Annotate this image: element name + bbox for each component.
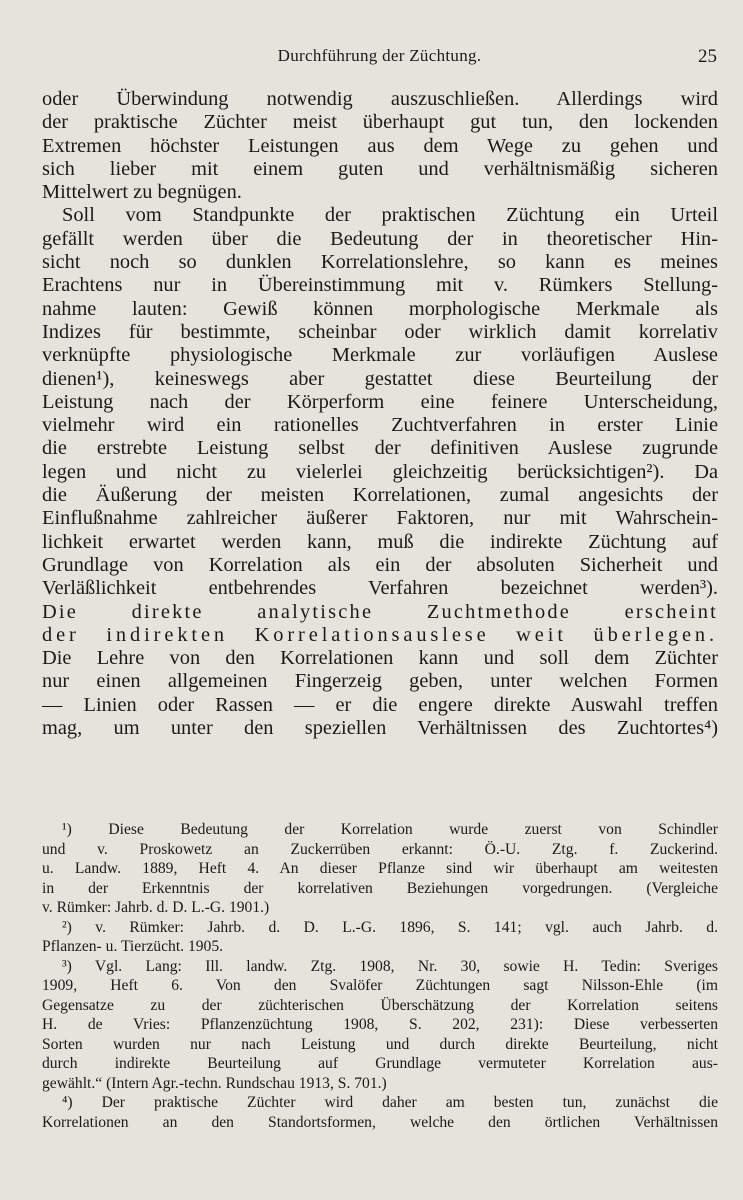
footnote-line: ⁴) Der praktische Züchter wird daher am besten tun, zunächst die bbox=[62, 1094, 718, 1111]
body-text bbox=[42, 88, 718, 740]
footnote-line: H. de Vries: Pflanzenzüchtung 1908, S. 202, 231): Diese verbesserten bbox=[42, 1016, 718, 1033]
body-line: Verläßlichkeit entbehrendes Verfahren bezeichnet werden³). bbox=[42, 577, 718, 600]
emphasized-line: der indirekten Korrelationsauslese weit überlegen. bbox=[42, 623, 718, 646]
body-line: sich lieber mit einem guten und verhältnismäßig sicheren bbox=[42, 157, 718, 180]
footnote-line: ³) Vgl. Lang: Ill. landw. Ztg. 1908, Nr. 30, sowie H. Tedin: Sveriges bbox=[62, 957, 718, 975]
page-header bbox=[42, 46, 717, 72]
footnote-line: Korrelationen an den Standortsformen, welche den örtlichen Verhältnissen bbox=[42, 1113, 718, 1131]
footnote-line: Pflanzen- u. Tierzücht. 1905. bbox=[42, 938, 224, 955]
footnote-line: ²) v. Rümker: Jahrb. d. D. L.-G. 1896, S. 141; vgl. auch Jahrb. d. bbox=[62, 918, 718, 936]
footnote-line: und v. Proskowetz an Zuckerrüben erkannt: Ö.-U. Ztg. f. Zuckerind. bbox=[42, 840, 718, 858]
body-line: die Äußerung der meisten Korrelationen, zumal angesichts der bbox=[42, 484, 718, 507]
body-line: verknüpfte physiologische Merkmale zur vorläufigen Auslese bbox=[42, 344, 718, 367]
body-line: Erachtens nur in Übereinstimmung mit v. Rümkers Stellung- bbox=[42, 274, 718, 297]
footnote-line: v. Rümker: Jahrb. d. D. L.-G. 1901.) bbox=[42, 899, 270, 916]
footnote-line: gewählt.“ (Intern Agr.-techn. Rundschau 1913, S. 701.) bbox=[42, 1074, 387, 1092]
body-line: oder Überwindung notwendig auszuschließen. Allerdings wird bbox=[42, 88, 718, 110]
body-line: Einflußnahme zahlreicher äußerer Faktoren, nur mit Wahrschein- bbox=[42, 507, 718, 530]
footnote-line: in der Erkenntnis der korrelativen Beziehungen vorgedrungen. (Vergleiche bbox=[42, 879, 718, 897]
body-line: Mittelwert zu begnügen. bbox=[42, 181, 242, 204]
footnote-line: ¹) Diese Bedeutung der Korrelation wurde zuerst von Schindler bbox=[62, 821, 718, 838]
running-head: Durchführung der Züchtung. bbox=[277, 46, 482, 65]
body-line: legen und nicht zu vielerlei gleichzeitig berücksichtigen²). Da bbox=[42, 460, 718, 483]
body-line: Indizes für bestimmte, scheinbar oder wirklich damit korrelativ bbox=[42, 320, 718, 343]
body-line: sicht noch so dunklen Korrelationslehre, so kann es meines bbox=[42, 251, 718, 274]
footnote-line: durch indirekte Beurteilung auf Grundlage vermuteter Korrelation aus- bbox=[42, 1055, 718, 1072]
footnotes bbox=[42, 820, 718, 1132]
footnote-line: Sorten wurden nur nach Leistung und durch direkte Beurteilung, nicht bbox=[42, 1035, 718, 1053]
footnote-line: Gegensatze zu der züchterischen Überschätzung der Korrelation seitens bbox=[42, 996, 718, 1014]
footnote-line: 1909, Heft 6. Von den Svalöfer Züchtungen sagt Nilsson-Ehle (im bbox=[42, 977, 718, 994]
footnote-line: u. Landw. 1889, Heft 4. An dieser Pflanze sind wir überhaupt am weitesten bbox=[42, 860, 718, 877]
body-line: der praktische Züchter meist überhaupt gut tun, den lockenden bbox=[42, 111, 718, 134]
body-line: Grundlage von Korrelation als ein der absoluten Sicherheit und bbox=[42, 553, 718, 576]
body-line: vielmehr wird ein rationelles Zuchtverfahren in erster Linie bbox=[42, 414, 718, 437]
body-line: die erstrebte Leistung selbst der definitiven Auslese zugrunde bbox=[42, 437, 718, 460]
body-line: nur einen allgemeinen Fingerzeig geben, unter welchen Formen bbox=[42, 670, 718, 693]
body-line: nahme lauten: Gewiß können morphologische Merkmale als bbox=[42, 297, 718, 320]
body-line: — Linien oder Rassen — er die engere direkte Auswahl treffen bbox=[42, 693, 718, 716]
body-line: lichkeit erwartet werden kann, muß die indirekte Züchtung auf bbox=[42, 530, 718, 553]
body-line: dienen¹), keineswegs aber gestattet diese Beurteilung der bbox=[42, 367, 718, 390]
body-line: mag, um unter den speziellen Verhältnissen des Zuchtortes⁴) bbox=[42, 717, 718, 740]
emphasized-line: Die direkte analytische Zuchtmethode erscheint bbox=[42, 600, 718, 623]
body-line: gefällt werden über die Bedeutung der in theoretischer Hin- bbox=[42, 227, 718, 250]
page-number: 25 bbox=[698, 46, 717, 67]
body-line: Extremen höchster Leistungen aus dem Wege zu gehen und bbox=[42, 134, 718, 157]
body-line: Die Lehre von den Korrelationen kann und soll dem Züchter bbox=[42, 647, 718, 670]
body-line: Leistung nach der Körperform eine feinere Unterscheidung, bbox=[42, 390, 718, 413]
body-line: Soll vom Standpunkte der praktischen Züchtung ein Urteil bbox=[62, 204, 718, 227]
